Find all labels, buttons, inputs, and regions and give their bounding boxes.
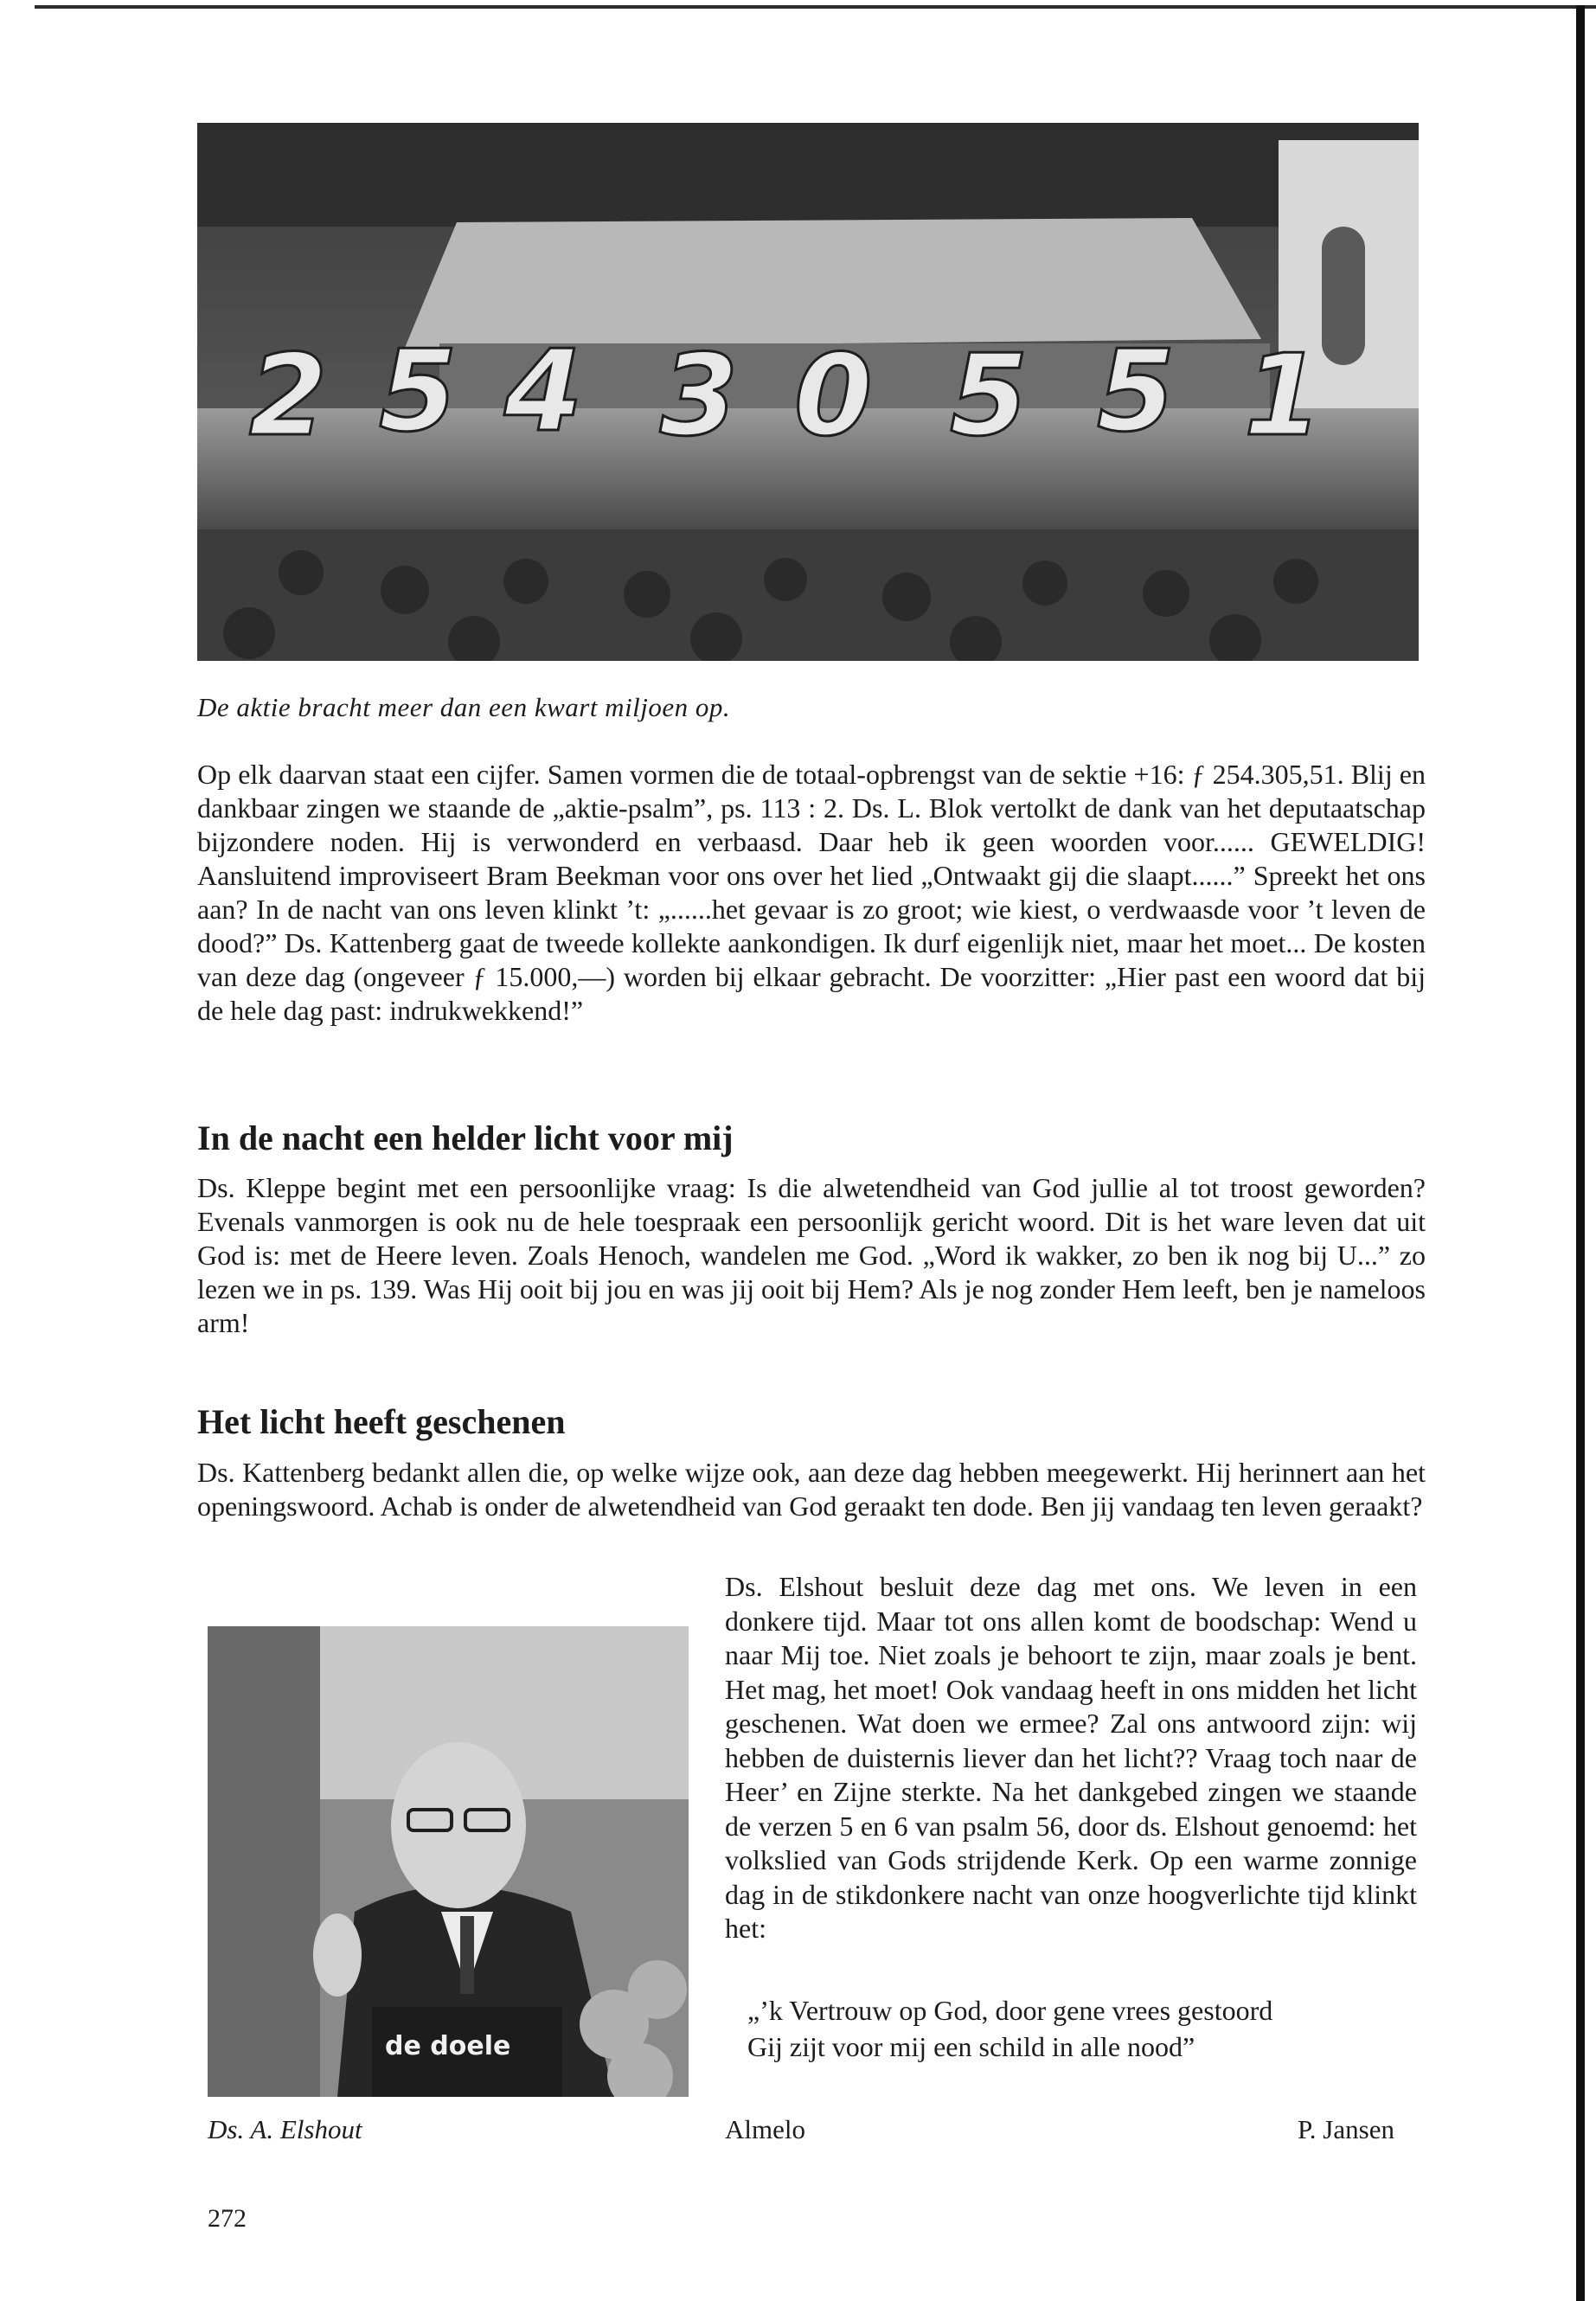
podium-text: de doele — [385, 2031, 511, 2061]
signature-author: P. Jansen — [1298, 2114, 1394, 2144]
stage-digit-6: 5 — [950, 330, 1029, 461]
page-number: 272 — [208, 2204, 247, 2233]
quote-line-2: Gij zijt voor mij een schild in alle nood” — [747, 2031, 1195, 2062]
psalm-quote — [747, 1992, 1422, 2065]
stage-photo-caption: De aktie bracht meer dan een kwart miljoen op. — [197, 692, 731, 722]
heading-light-has-shone: Het licht heeft geschenen — [197, 1402, 566, 1441]
paragraph-kattenberg: Ds. Kattenberg bedankt allen die, op welke wijze ook, aan deze dag hebben meegewerkt. Hij herinnert aan het openingswoord. Achab is onder de alwetendheid van God geraakt ten dode. Ben jij vandaag ten leven geraakt? — [197, 1457, 1426, 1522]
paragraph-elshout: Ds. Elshout besluit deze dag met ons. We leven in een donkere tijd. Maar tot ons allen komt de boodschap: Wend u naar Mij toe. Niet zoals je behoort te zijn, maar zoals je bent. Het mag, het moet! Ook vandaag heeft in ons midden het licht geschenen. Wat doen we ermee? Zal ons antwoord zijn: wij hebben de duisternis liever dan het licht?? Vraag toch naar de Heer’ en Zijne sterkte. Na het dankgebed zingen we staande de verzen 5 en 6 van psalm 56, door ds. Elshout genoemd: het volkslied van Gods strijdende Kerk. Op een warme zonnige dag in de stikdonkere nacht van onze hoogverlichte tijd klinkt het: — [725, 1571, 1417, 1944]
stage-photo — [197, 123, 1419, 661]
quote-line-1: „’k Vertrouw op God, door gene vrees gestoord — [747, 1995, 1273, 2026]
stage-digit-5: 0 — [794, 330, 873, 461]
stage-digit-8: 1 — [1244, 330, 1323, 461]
top-border-line — [35, 5, 1596, 9]
heading-night-light: In de nacht een helder licht voor mij — [197, 1118, 734, 1157]
paragraph-collection-result: Op elk daarvan staat een cijfer. Samen vormen die de totaal-opbrengst van de sektie +16: ƒ 254.305,51. Blij en dankbaar zingen we staande de „aktie-psalm”, ps. 113 : 2. Ds. L. Blok vertolkt de dank van het deputaatschap bijzondere noden. Hij is verwonderd en verbaasd. Daar heb ik geen woorden voor...... GEWELDIG! Aansluitend improviseert Bram Beekman voor ons over het lied „Ontwaakt gij die slaapt......” Spreekt het ons aan? In de nacht van ons leven klinkt ’t: „......het gevaar is zo groot; wie kiest, o verdwaasde voor ’t leven de dood?” Ds. Kattenberg gaat de tweede kollekte aankondigen. Ik durf eigenlijk niet, maar het moet... De kosten van deze dag (ongeveer ƒ 15.000,—) worden bij elkaar gebracht. De voorzitter: „Hier past een woord dat bij de hele dag past: indrukwekkend!” — [197, 759, 1426, 1026]
portrait-caption: Ds. A. Elshout — [208, 2114, 362, 2144]
stage-digit-4: 3 — [660, 330, 739, 461]
stage-digit-2: 5 — [379, 325, 458, 457]
stage-photo-drawing — [197, 123, 1419, 661]
stage-digit-7: 5 — [1097, 325, 1176, 457]
stage-digit-1: 2 — [249, 330, 328, 461]
portrait-photo-drawing — [208, 1626, 689, 2097]
right-border-line — [1576, 5, 1585, 2301]
signature-place: Almelo — [725, 2114, 805, 2144]
portrait-photo — [208, 1626, 689, 2097]
paragraph-kleppe: Ds. Kleppe begint met een persoonlijke vraag: Is die alwetendheid van God jullie al tot troost geworden? Evenals vanmorgen is ook nu de hele toespraak een persoonlijk gericht woord. Dit is het ware leven dat uit God is: met de Heere leven. Zoals Henoch, wandelen me God. „Word ik wakker, zo ben ik nog bij U...” zo lezen we in ps. 139. Was Hij ooit bij jou en was jij ooit bij Hem? Als je nog zonder Hem leeft, ben je nameloos arm! — [197, 1172, 1426, 1338]
stage-digit-3: 4 — [504, 325, 583, 457]
